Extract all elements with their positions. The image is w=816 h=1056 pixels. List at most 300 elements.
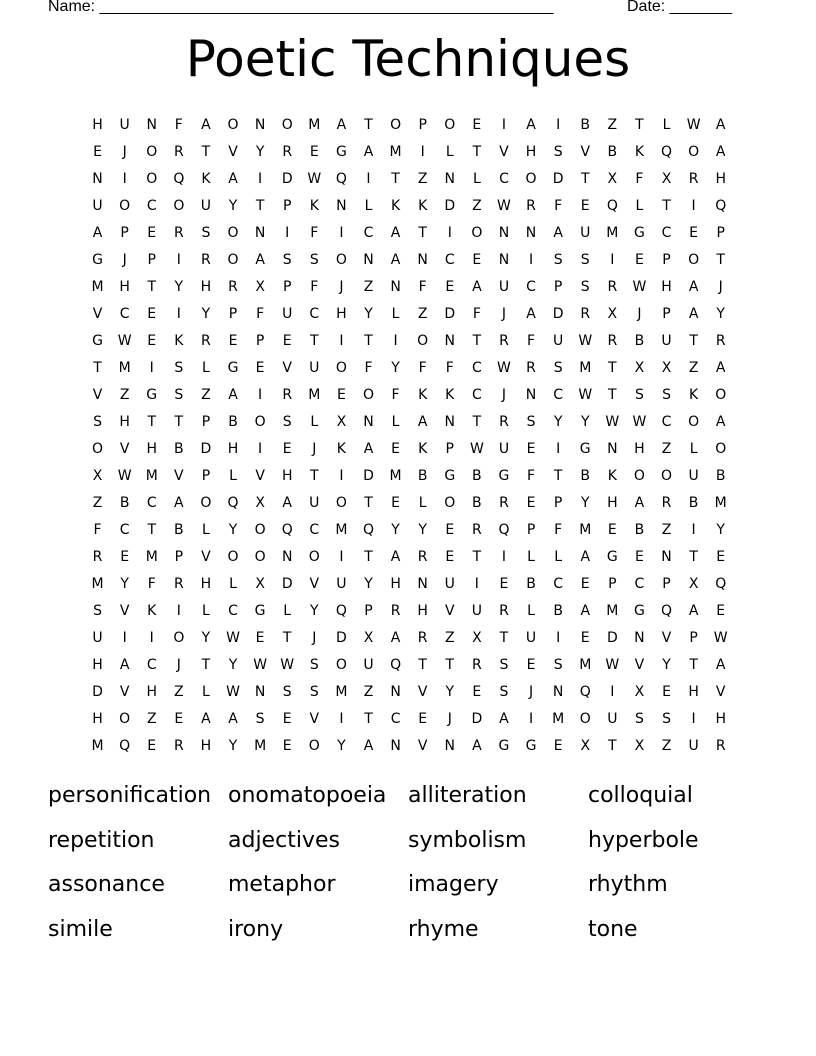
grid-letter: K — [147, 603, 157, 619]
word-list-item: personification — [48, 783, 212, 808]
grid-letter: E — [309, 144, 319, 160]
grid-row — [84, 465, 734, 492]
grid-letter: L — [554, 549, 563, 565]
grid-letter: T — [662, 198, 671, 214]
grid-letter: S — [634, 711, 644, 727]
grid-letter: B — [228, 414, 238, 430]
grid-letter: C — [228, 603, 238, 619]
grid-letter: T — [174, 414, 184, 430]
grid-letter: U — [525, 630, 537, 646]
grid-letter: H — [634, 441, 645, 457]
grid-letter: H — [92, 657, 103, 673]
grid-letter: D — [92, 684, 103, 700]
grid-row — [84, 384, 734, 411]
grid-letter: X — [661, 360, 672, 376]
grid-letter: F — [93, 522, 102, 538]
grid-letter: N — [417, 576, 428, 592]
grid-letter: T — [93, 360, 102, 376]
grid-letter: N — [661, 549, 672, 565]
grid-letter: C — [119, 522, 130, 538]
grid-letter: S — [662, 387, 671, 403]
grid-letter: E — [607, 522, 617, 538]
grid-letter: R — [580, 306, 591, 322]
grid-letter: H — [715, 711, 726, 727]
grid-letter: P — [445, 441, 454, 457]
grid-letter: E — [472, 684, 482, 700]
grid-letter: Z — [472, 198, 482, 214]
grid-letter: F — [635, 171, 644, 187]
grid-letter: I — [339, 549, 344, 565]
grid-letter: E — [580, 630, 590, 646]
grid-letter: G — [525, 738, 537, 754]
grid-letter: A — [715, 657, 726, 673]
grid-letter: A — [363, 441, 374, 457]
grid-letter: E — [282, 333, 292, 349]
grid-letter: N — [281, 549, 293, 565]
grid-letter: Q — [715, 576, 727, 592]
grid-letter: I — [393, 333, 398, 349]
grid-letter: P — [662, 576, 671, 592]
grid-letter: U — [92, 630, 103, 646]
letter-grid — [84, 114, 734, 762]
grid-letter: S — [553, 657, 563, 673]
grid-letter: F — [527, 333, 536, 349]
grid-letter: O — [688, 252, 700, 268]
grid-letter: R — [228, 279, 238, 295]
grid-letter: Q — [498, 522, 510, 538]
grid-letter: S — [309, 684, 319, 700]
grid-letter: X — [634, 684, 645, 700]
grid-letter: I — [258, 387, 263, 403]
grid-letter: F — [554, 522, 563, 538]
grid-row — [84, 249, 734, 276]
grid-letter: S — [93, 414, 102, 430]
grid-letter: F — [391, 387, 400, 403]
grid-letter: D — [444, 306, 456, 322]
grid-letter: S — [93, 603, 102, 619]
grid-letter: A — [634, 495, 645, 511]
grid-letter: B — [634, 522, 645, 538]
grid-letter: I — [339, 225, 344, 241]
grid-letter: Y — [364, 306, 373, 322]
grid-letter: W — [226, 630, 240, 646]
grid-row — [84, 600, 734, 627]
grid-letter: O — [119, 198, 131, 214]
grid-letter: P — [201, 468, 211, 484]
grid-letter: D — [200, 441, 212, 457]
grid-letter: I — [474, 576, 479, 592]
grid-letter: M — [335, 522, 348, 538]
grid-letter: J — [528, 684, 534, 700]
grid-letter: V — [119, 441, 130, 457]
grid-letter: I — [691, 198, 696, 214]
grid-letter: U — [471, 603, 482, 619]
grid-letter: Y — [716, 522, 725, 538]
grid-letter: N — [444, 333, 455, 349]
grid-letter: V — [119, 684, 130, 700]
word-list-row — [48, 778, 788, 823]
grid-letter: X — [634, 738, 645, 754]
grid-letter: S — [174, 360, 184, 376]
grid-letter: V — [255, 468, 265, 484]
grid-letter: I — [556, 117, 561, 133]
grid-letter: N — [417, 252, 428, 268]
grid-row — [84, 546, 734, 573]
grid-letter: P — [662, 306, 671, 322]
grid-letter: O — [227, 225, 239, 241]
grid-letter: B — [472, 468, 482, 484]
grid-letter: S — [282, 684, 292, 700]
grid-letter: R — [607, 279, 618, 295]
grid-letter: E — [526, 441, 536, 457]
grid-row — [84, 276, 734, 303]
grid-letter: W — [469, 441, 484, 457]
grid-letter: K — [418, 198, 428, 214]
grid-letter: R — [173, 738, 184, 754]
grid-letter: U — [553, 333, 564, 349]
grid-letter: D — [363, 468, 374, 484]
grid-letter: Y — [120, 576, 129, 592]
grid-row — [84, 708, 734, 735]
grid-letter: L — [662, 117, 671, 133]
word-list-item: alliteration — [408, 783, 527, 808]
grid-letter: M — [606, 603, 619, 619]
grid-letter: P — [716, 225, 725, 241]
grid-letter: O — [254, 549, 266, 565]
grid-letter: G — [498, 738, 510, 754]
grid-letter: W — [226, 684, 240, 700]
grid-letter: O — [579, 711, 591, 727]
grid-letter: L — [445, 144, 454, 160]
grid-letter: O — [335, 252, 347, 268]
grid-letter: C — [363, 225, 374, 241]
grid-letter: V — [201, 549, 211, 565]
grid-letter: Y — [228, 522, 238, 538]
word-list-item: onomatopoeia — [228, 783, 387, 808]
grid-letter: L — [202, 360, 210, 376]
grid-letter: X — [580, 738, 591, 754]
grid-letter: O — [200, 495, 212, 511]
grid-letter: I — [122, 171, 127, 187]
grid-letter: R — [661, 495, 672, 511]
grid-letter: Y — [337, 738, 346, 754]
grid-letter: L — [527, 549, 535, 565]
word-list-item: irony — [228, 916, 284, 942]
grid-letter: S — [309, 252, 319, 268]
grid-letter: Z — [363, 684, 374, 700]
grid-letter: G — [633, 225, 645, 241]
grid-row — [84, 573, 734, 600]
grid-letter: E — [689, 225, 699, 241]
grid-letter: N — [525, 225, 537, 241]
grid-letter: S — [553, 252, 563, 268]
grid-letter: E — [147, 225, 157, 241]
grid-letter: G — [92, 252, 103, 268]
grid-letter: E — [580, 198, 590, 214]
grid-letter: O — [227, 549, 239, 565]
grid-letter: K — [201, 171, 211, 187]
grid-letter: O — [444, 117, 456, 133]
grid-letter: Q — [173, 171, 185, 187]
grid-letter: X — [688, 576, 699, 592]
word-list-row — [48, 823, 788, 868]
grid-row — [84, 654, 734, 681]
grid-letter: E — [93, 144, 102, 160]
grid-letter: E — [391, 495, 400, 511]
grid-letter: P — [120, 225, 129, 241]
grid-letter: T — [418, 225, 427, 241]
grid-letter: I — [610, 684, 615, 700]
word-list-item: hyperbole — [588, 827, 699, 853]
grid-letter: C — [309, 306, 320, 322]
grid-letter: A — [715, 360, 726, 376]
grid-letter: N — [336, 198, 347, 214]
grid-letter: V — [634, 657, 645, 673]
grid-letter: E — [445, 522, 455, 538]
grid-letter: P — [282, 198, 292, 214]
grid-letter: H — [688, 684, 699, 700]
grid-letter: U — [444, 576, 455, 592]
grid-letter: A — [715, 144, 726, 160]
grid-letter: M — [606, 225, 619, 241]
grid-letter: H — [200, 738, 212, 754]
grid-letter: P — [553, 495, 563, 511]
grid-letter: N — [390, 738, 401, 754]
grid-letter: O — [390, 117, 402, 133]
grid-letter: T — [499, 630, 509, 646]
grid-letter: D — [444, 198, 456, 214]
grid-letter: Y — [255, 144, 265, 160]
grid-letter: F — [310, 225, 319, 241]
grid-letter: G — [254, 603, 266, 619]
grid-letter: K — [418, 441, 428, 457]
grid-letter: Y — [580, 414, 590, 430]
grid-letter: G — [227, 360, 239, 376]
grid-letter: M — [254, 738, 267, 754]
grid-letter: A — [174, 495, 184, 511]
grid-letter: U — [282, 306, 293, 322]
grid-letter: I — [176, 252, 181, 268]
grid-letter: K — [607, 468, 617, 484]
grid-letter: L — [418, 495, 427, 511]
grid-row — [84, 411, 734, 438]
grid-letter: I — [447, 225, 452, 241]
grid-letter: V — [282, 360, 292, 376]
grid-letter: C — [553, 576, 564, 592]
grid-letter: Y — [310, 603, 319, 619]
grid-letter: Z — [417, 306, 428, 322]
grid-letter: O — [227, 252, 239, 268]
grid-letter: X — [607, 306, 618, 322]
grid-letter: U — [661, 333, 672, 349]
grid-letter: K — [634, 144, 645, 160]
grid-letter: Z — [661, 738, 672, 754]
grid-letter: A — [580, 603, 591, 619]
grid-letter: S — [255, 711, 265, 727]
grid-letter: F — [527, 468, 536, 484]
grid-row — [84, 492, 734, 519]
grid-letter: M — [91, 738, 104, 754]
grid-letter: Z — [688, 360, 699, 376]
grid-letter: Q — [715, 198, 727, 214]
grid-letter: T — [635, 117, 644, 133]
grid-letter: P — [364, 603, 373, 619]
grid-letter: T — [364, 117, 373, 133]
grid-letter: W — [578, 387, 593, 403]
grid-letter: M — [389, 144, 402, 160]
grid-letter: S — [174, 387, 184, 403]
grid-letter: A — [228, 171, 238, 187]
grid-letter: N — [390, 684, 401, 700]
grid-letter: A — [390, 549, 401, 565]
grid-letter: P — [174, 549, 184, 565]
grid-letter: T — [418, 657, 427, 673]
grid-letter: H — [227, 441, 239, 457]
grid-letter: B — [174, 522, 184, 538]
grid-letter: R — [499, 603, 509, 619]
grid-letter: Y — [580, 495, 590, 511]
grid-letter: U — [363, 657, 374, 673]
grid-letter: V — [417, 738, 428, 754]
grid-letter: T — [716, 252, 725, 268]
grid-letter: B — [174, 441, 184, 457]
grid-letter: I — [339, 468, 344, 484]
grid-letter: O — [173, 198, 185, 214]
grid-letter: G — [444, 468, 456, 484]
grid-letter: N — [444, 738, 455, 754]
grid-row — [84, 681, 734, 708]
grid-letter: Q — [281, 522, 293, 538]
grid-letter: Y — [228, 738, 238, 754]
grid-letter: J — [176, 657, 181, 673]
grid-letter: V — [715, 684, 726, 700]
grid-letter: D — [606, 630, 618, 646]
grid-letter: H — [417, 603, 428, 619]
grid-letter: J — [718, 279, 723, 295]
grid-row — [84, 438, 734, 465]
grid-letter: V — [417, 684, 428, 700]
grid-letter: A — [363, 144, 374, 160]
grid-letter: B — [715, 468, 726, 484]
grid-letter: D — [281, 171, 293, 187]
grid-letter: E — [147, 306, 157, 322]
grid-letter: A — [390, 225, 401, 241]
grid-letter: F — [256, 306, 265, 322]
grid-letter: R — [499, 495, 509, 511]
grid-letter: C — [146, 495, 157, 511]
grid-letter: T — [472, 333, 482, 349]
grid-letter: Z — [92, 495, 103, 511]
grid-letter: S — [201, 225, 211, 241]
grid-letter: L — [364, 198, 373, 214]
grid-letter: C — [146, 198, 157, 214]
word-list-item: rhyme — [408, 916, 479, 942]
grid-letter: R — [282, 144, 293, 160]
grid-letter: R — [526, 360, 536, 376]
grid-letter: I — [176, 306, 181, 322]
grid-letter: E — [526, 495, 536, 511]
grid-letter: M — [145, 549, 158, 565]
page-title: Poetic Techniques — [185, 30, 631, 88]
grid-letter: M — [714, 495, 727, 511]
grid-letter: H — [92, 117, 103, 133]
word-list-item: symbolism — [408, 827, 527, 853]
grid-letter: P — [662, 252, 671, 268]
grid-letter: L — [229, 468, 237, 484]
grid-letter: Y — [364, 576, 373, 592]
grid-letter: I — [339, 711, 344, 727]
grid-letter: C — [634, 576, 645, 592]
grid-letter: Z — [417, 171, 428, 187]
grid-letter: X — [607, 171, 618, 187]
grid-letter: V — [309, 711, 320, 727]
grid-letter: I — [610, 252, 615, 268]
grid-letter: E — [716, 549, 726, 565]
grid-letter: Y — [391, 522, 400, 538]
grid-letter: W — [307, 171, 322, 187]
grid-letter: E — [336, 387, 346, 403]
grid-letter: W — [605, 414, 620, 430]
grid-letter: O — [688, 414, 700, 430]
grid-letter: P — [255, 333, 265, 349]
grid-letter: A — [201, 711, 211, 727]
grid-letter: U — [309, 360, 320, 376]
grid-letter: V — [119, 603, 130, 619]
grid-letter: U — [688, 468, 699, 484]
grid-letter: M — [579, 360, 592, 376]
grid-letter: A — [526, 117, 536, 133]
grid-letter: I — [258, 171, 263, 187]
grid-letter: B — [119, 495, 130, 511]
grid-letter: A — [363, 738, 374, 754]
grid-letter: I — [501, 117, 507, 133]
grid-letter: R — [417, 549, 428, 565]
grid-letter: T — [445, 657, 455, 673]
grid-letter: A — [715, 414, 726, 430]
grid-letter: Y — [716, 306, 725, 322]
grid-letter: P — [418, 117, 427, 133]
grid-letter: Z — [201, 387, 211, 403]
grid-letter: W — [117, 468, 132, 484]
grid-letter: I — [285, 225, 290, 241]
grid-letter: O — [308, 738, 320, 754]
grid-letter: O — [173, 630, 185, 646]
grid-letter: R — [201, 333, 211, 349]
grid-letter: Z — [444, 630, 455, 646]
grid-letter: L — [391, 306, 400, 322]
grid-letter: K — [390, 198, 401, 214]
grid-row — [84, 195, 734, 222]
grid-letter: L — [527, 603, 535, 619]
grid-letter: T — [689, 657, 698, 673]
grid-letter: K — [309, 198, 319, 214]
grid-letter: E — [526, 657, 536, 673]
grid-letter: H — [281, 468, 293, 484]
grid-letter: R — [715, 333, 726, 349]
grid-letter: N — [634, 630, 645, 646]
grid-row — [84, 222, 734, 249]
grid-letter: E — [716, 603, 726, 619]
grid-letter: Y — [418, 522, 427, 538]
grid-letter: A — [499, 711, 509, 727]
grid-letter: R — [688, 171, 699, 187]
grid-letter: R — [417, 630, 428, 646]
grid-letter: Y — [391, 360, 400, 376]
grid-letter: W — [497, 198, 511, 214]
grid-letter: V — [228, 144, 238, 160]
grid-letter: H — [119, 414, 130, 430]
grid-letter: F — [418, 360, 427, 376]
